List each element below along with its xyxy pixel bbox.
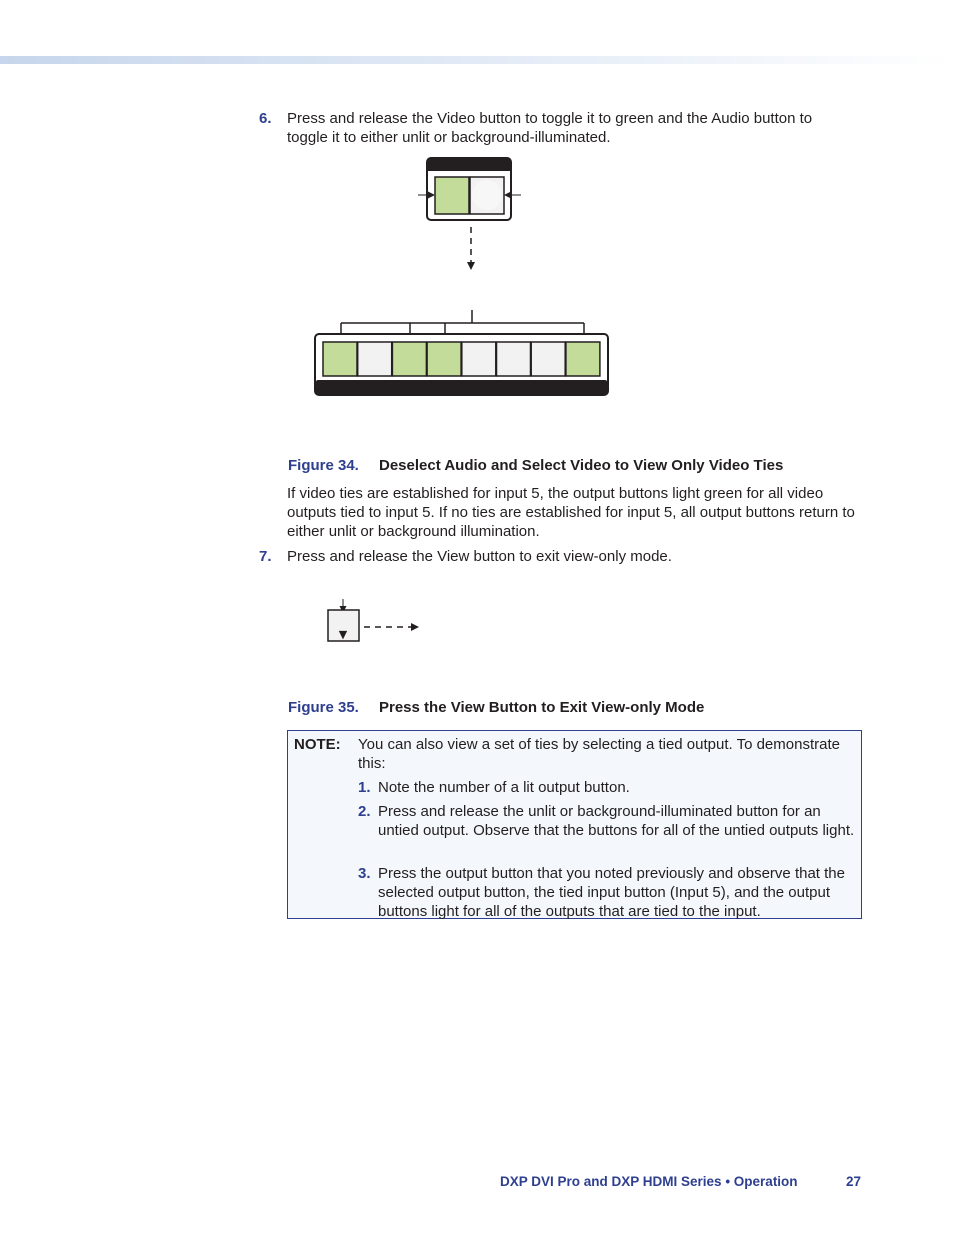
note-item-number: 3. [358,865,371,882]
note-item-number: 2. [358,803,371,820]
note-intro: You can also view a set of ties by selecting a tied output. To demonstrate this: [358,736,840,772]
figure-label: Figure 34. [288,457,359,474]
step-number: 7. [259,548,272,565]
note-item-text: Press the output button that you noted previously and observe that the selected output button, the tied input button (Input 5), and the output buttons light for all of the outputs that are tied to the input. [378,865,845,920]
step-number: 6. [259,110,272,127]
figure-label: Figure 35. [288,699,359,716]
page-number: 27 [846,1174,862,1189]
note-item-text: Note the number of a lit output button. [378,779,630,796]
note-label: NOTE: [294,736,341,753]
step-text: Press and release the Video button to toggle it to green and the Audio button to toggle it to either unlit or background-illuminated. [287,110,813,146]
figure-title: Deselect Audio and Select Video to View Only Video Ties [379,457,784,474]
view-button-arrow-icon: ▼ [338,628,348,641]
note-item-number: 1. [358,779,371,796]
figure-35-caption [288,699,704,716]
note-item-text: Press and release the unlit or background-illuminated button for an untied output. Observe that the buttons for all of the untied outputs light. [378,803,855,839]
footer-title: DXP DVI Pro and DXP HDMI Series • Operation [500,1174,798,1189]
explanation-paragraph: If video ties are established for input 5, the output buttons light green for all video outputs tied to input 5. If no ties are established for input 5, all output buttons return to either unlit or background illumination. [287,485,855,540]
note-box [287,730,862,919]
figure-title: Press the View Button to Exit View-only Mode [379,699,705,716]
step-text: Press and release the View button to exit view-only mode. [287,548,672,565]
dashed-arrowhead-icon [411,623,419,631]
